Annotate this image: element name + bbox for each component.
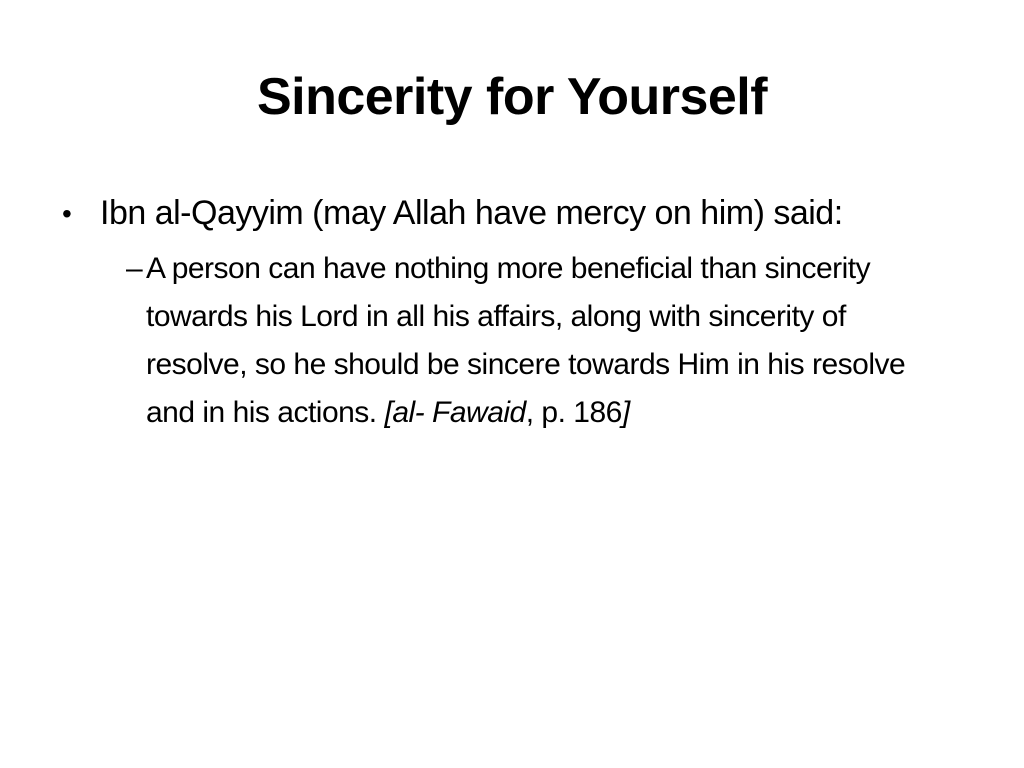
citation-source: Fawaid [432,396,526,429]
citation-close: ] [621,396,630,429]
bullet-text: Ibn al-Qayyim (may Allah have mercy on him) said: [100,194,843,232]
sub-bullet-item [126,245,946,437]
bullet-item [62,186,962,241]
quote-text: A person can have nothing more beneficial than sincerity towards his Lord in all his affairs, along with sincerity of resolve, so he should be sincere towards Him in his resolve and in his actions. [146,252,906,429]
slide-content [62,186,962,437]
slide-title: Sincerity for Yourself [256,68,768,126]
dash-icon: – [126,252,143,285]
bullet-icon: • [62,198,72,229]
citation-page: , p. 186 [525,396,622,429]
citation-open: [al- [384,396,425,429]
